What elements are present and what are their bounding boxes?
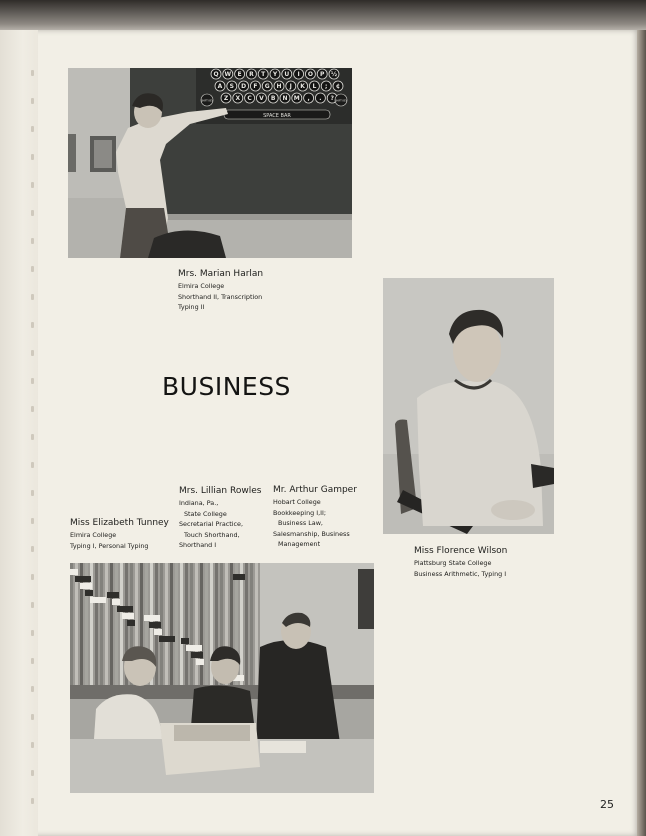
keyboard-key-label: X bbox=[235, 95, 241, 103]
curtain-stripe bbox=[250, 563, 253, 685]
curtain-stripe bbox=[195, 563, 198, 685]
keyboard-key-label: . bbox=[319, 95, 322, 103]
page-right-edge bbox=[637, 30, 646, 836]
keyboard-chart bbox=[211, 69, 343, 103]
curtain-pattern-block bbox=[70, 569, 78, 575]
binding-hole bbox=[31, 518, 34, 524]
keyboard-key-label: N bbox=[282, 95, 288, 103]
keyboard-key-label: U bbox=[284, 71, 290, 79]
binding-hole bbox=[31, 770, 34, 776]
keyboard-key-label: L bbox=[312, 83, 317, 91]
curtain-stripe bbox=[175, 563, 178, 685]
keyboard-key-label: E bbox=[237, 71, 242, 79]
binding-hole bbox=[31, 434, 34, 440]
binding-hole bbox=[31, 798, 34, 804]
keyboard-key-label: K bbox=[300, 83, 305, 91]
curtain-stripe bbox=[165, 563, 168, 685]
caption-harlan bbox=[178, 268, 263, 313]
caption-line: Management bbox=[278, 540, 321, 548]
teacher-name: Miss Elizabeth Tunney bbox=[70, 518, 169, 528]
curtain-pattern-block bbox=[144, 615, 160, 621]
caption-line: Indiana, Pa., bbox=[179, 499, 219, 507]
curtain-stripe bbox=[70, 563, 73, 685]
curtain-stripe bbox=[115, 563, 118, 685]
curtain-pattern-block bbox=[149, 622, 161, 628]
curtain-stripe bbox=[245, 563, 248, 685]
keyboard-key-label: D bbox=[241, 83, 247, 91]
curtain-stripe bbox=[100, 563, 103, 685]
curtain-pattern-block bbox=[122, 613, 134, 619]
binding-hole bbox=[31, 378, 34, 384]
book-top-edge bbox=[0, 0, 646, 34]
curtain-stripe bbox=[200, 563, 203, 685]
caption-line: Elmira College bbox=[70, 531, 117, 539]
binding-hole bbox=[31, 322, 34, 328]
caption-line: Shorthand I bbox=[179, 541, 217, 549]
curtain-stripe bbox=[170, 563, 173, 685]
curtain-pattern-block bbox=[186, 645, 202, 651]
caption-line: Bookkeeping I,II; bbox=[273, 508, 327, 517]
keyboard-key-label: R bbox=[249, 71, 254, 79]
curtain-pattern-block bbox=[117, 606, 133, 612]
keyboard-key-label: , bbox=[307, 95, 310, 103]
keyboard-key-label: M bbox=[293, 95, 300, 103]
curtain-stripe bbox=[180, 563, 183, 685]
curtain-pattern-block bbox=[159, 636, 175, 642]
keyboard-key-label: I bbox=[297, 71, 300, 79]
caption-tunney bbox=[70, 517, 169, 551]
curtain-pattern-block bbox=[75, 576, 91, 582]
curtain-stripe bbox=[95, 563, 98, 685]
binding-hole bbox=[31, 658, 34, 664]
curtain-pattern-block bbox=[191, 652, 203, 658]
keyboard-key-label: Z bbox=[223, 95, 229, 103]
teacher-name: Miss Florence Wilson bbox=[414, 546, 508, 556]
binding-hole bbox=[31, 490, 34, 496]
photo-wilson-portrait bbox=[383, 278, 554, 534]
binding-hole bbox=[31, 742, 34, 748]
keyboard-key-label: ¢ bbox=[335, 83, 341, 91]
curtain-pattern-block bbox=[181, 638, 189, 644]
curtain-stripe bbox=[205, 563, 208, 685]
binding-hole bbox=[31, 182, 34, 188]
keyboard-key-label: A bbox=[217, 83, 223, 91]
teacher-name: Mrs. Lillian Rowles bbox=[179, 486, 262, 496]
curtain-pattern-block bbox=[233, 574, 245, 580]
curtain-stripe bbox=[105, 563, 108, 685]
keyboard-key-label: J bbox=[289, 83, 292, 91]
curtain-pattern-block bbox=[80, 583, 92, 589]
keyboard-key-label: O bbox=[307, 71, 313, 79]
keyboard-key-label: T bbox=[261, 71, 266, 79]
binding-hole bbox=[31, 238, 34, 244]
curtain-pattern-block bbox=[90, 597, 106, 603]
page-number: 25 bbox=[600, 798, 614, 811]
curtain-stripe bbox=[120, 563, 123, 685]
shift-key-right: SHIFT KEY bbox=[334, 99, 348, 103]
curtain-pattern-block bbox=[154, 629, 162, 635]
teacher-name: Mr. Arthur Gamper bbox=[273, 485, 357, 495]
binding-hole bbox=[31, 574, 34, 580]
curtain-stripe bbox=[240, 563, 243, 685]
binding-hole bbox=[31, 266, 34, 272]
binding-hole bbox=[31, 154, 34, 160]
keyboard-key-label: ½ bbox=[330, 71, 338, 79]
keyboard-key-label: C bbox=[247, 95, 252, 103]
curtain-stripe bbox=[190, 563, 193, 685]
shift-key-left: SHIFT KEY bbox=[200, 99, 214, 103]
caption-line: State College bbox=[184, 509, 227, 518]
curtain-pattern-block bbox=[196, 659, 204, 665]
curtain-pattern-block bbox=[85, 590, 93, 596]
caption-rowles bbox=[179, 485, 261, 551]
binding-hole bbox=[31, 98, 34, 104]
caption-line: Salesmanship, Business bbox=[273, 529, 350, 538]
caption-line: Business Law, bbox=[278, 519, 323, 527]
keyboard-key-label: ? bbox=[330, 95, 334, 103]
binding-hole bbox=[31, 350, 34, 356]
curtain-pattern-block bbox=[112, 599, 120, 605]
binding-hole bbox=[31, 406, 34, 412]
keyboard-key-label: Y bbox=[272, 71, 278, 79]
binding-hole bbox=[31, 630, 34, 636]
binding-hole bbox=[31, 462, 34, 468]
photo-harlan-keyboard-chart bbox=[68, 68, 352, 258]
caption-line: Hobart College bbox=[273, 498, 321, 506]
caption-line: Shorthand II, Transcription bbox=[178, 292, 263, 301]
binding-hole bbox=[31, 546, 34, 552]
caption-line: Business Arithmetic, Typing I bbox=[414, 569, 507, 578]
curtain-pattern-block bbox=[127, 620, 135, 626]
caption-gamper bbox=[273, 484, 357, 550]
caption-line: Elmira College bbox=[178, 282, 225, 290]
curtain-pattern-block bbox=[107, 592, 119, 598]
curtain-stripe bbox=[110, 563, 113, 685]
binding-hole bbox=[31, 70, 34, 76]
binding-hole bbox=[31, 126, 34, 132]
binding-hole bbox=[31, 294, 34, 300]
caption-line: Touch Shorthand, bbox=[184, 530, 240, 539]
keyboard-key-label: G bbox=[264, 83, 270, 91]
keyboard-key-label: S bbox=[229, 83, 234, 91]
curtain-stripe bbox=[185, 563, 188, 685]
caption-line: Typing I, Personal Typing bbox=[70, 541, 149, 550]
keyboard-key-label: P bbox=[319, 71, 325, 79]
keyboard-key-label: V bbox=[259, 95, 264, 103]
caption-line: Typing II bbox=[178, 303, 205, 311]
caption-line: Secretarial Practice, bbox=[179, 520, 244, 528]
section-title: BUSINESS bbox=[162, 372, 291, 401]
photo-business-group bbox=[70, 563, 374, 793]
keyboard-key-label: B bbox=[270, 95, 276, 103]
keyboard-key-label: H bbox=[276, 83, 282, 91]
caption-wilson bbox=[414, 545, 507, 579]
binding-hole bbox=[31, 686, 34, 692]
keyboard-key-label: Q bbox=[213, 71, 219, 79]
curtain-stripe bbox=[255, 563, 258, 685]
keyboard-key-label: W bbox=[224, 71, 232, 79]
caption-line: Plattsburg State College bbox=[414, 559, 492, 567]
binding-hole bbox=[31, 602, 34, 608]
binding-hole bbox=[31, 210, 34, 216]
space-bar-label: SPACE BAR bbox=[263, 113, 291, 119]
keyboard-key-label: F bbox=[253, 83, 258, 91]
teacher-name: Mrs. Marian Harlan bbox=[178, 269, 264, 279]
keyboard-key-label: ; bbox=[324, 83, 328, 91]
binding-hole bbox=[31, 714, 34, 720]
